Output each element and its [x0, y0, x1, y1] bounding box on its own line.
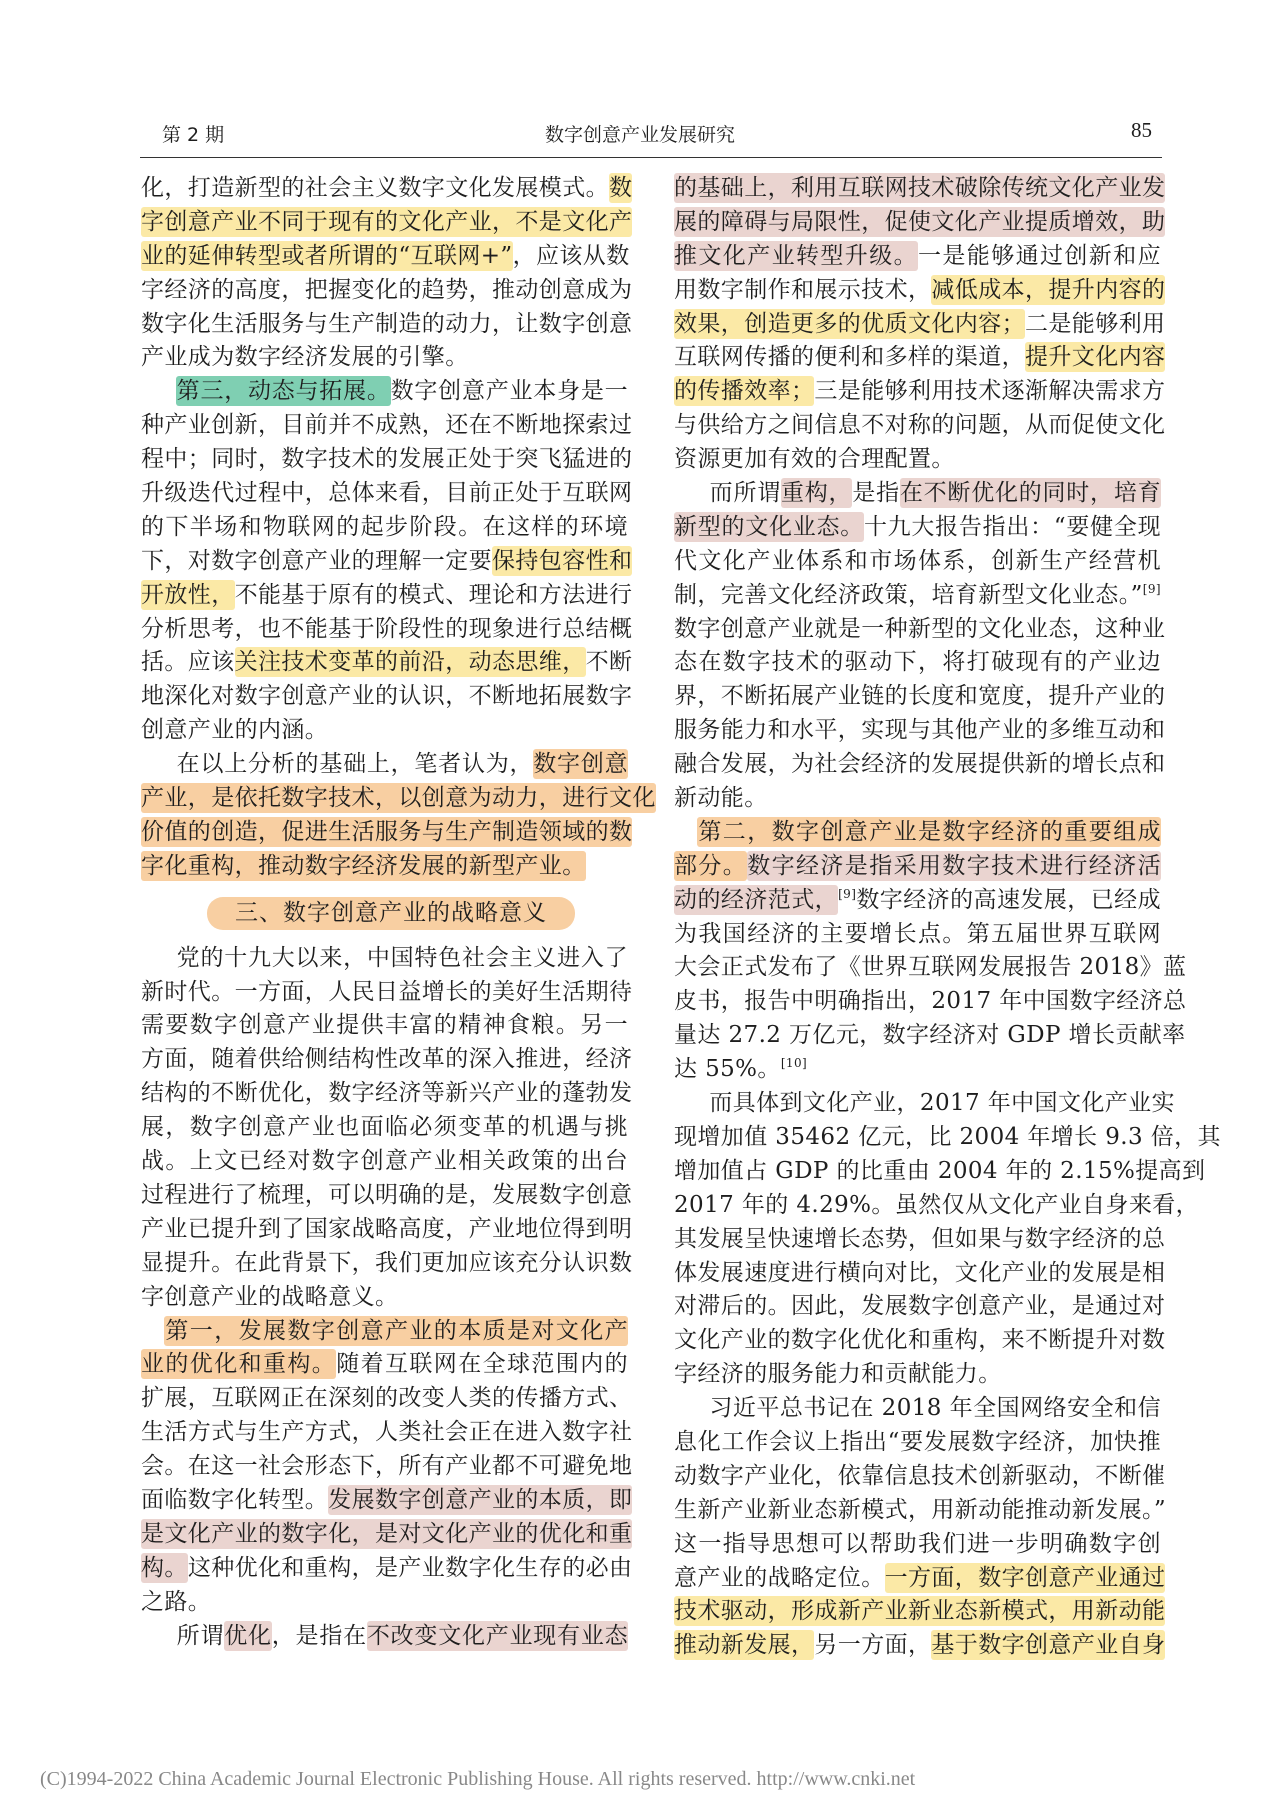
text-line: 括。应该关注技术变革的前沿，动态思维，不断 [141, 649, 633, 676]
text-line: 数字化生活服务与生产制造的动力，让数字创意 [141, 310, 633, 337]
text-line: 大会正式发布了《世界互联网发展报告 2018》蓝 [674, 954, 1187, 981]
text-line: 与供给方之间信息不对称的问题，从而促使文化 [674, 412, 1166, 439]
text-line: 化，打造新型的社会主义数字文化发展模式。数 [141, 175, 633, 201]
text-line: 字经济的服务能力和贡献能力。 [674, 1361, 1002, 1388]
text-line: 态在数字技术的驱动下，将打破现有的产业边 [674, 649, 1161, 676]
text-line: 而所谓重构，是指在不断优化的同时，培育 [709, 480, 1161, 507]
text-line: 技术驱动，形成新产业新业态新模式，用新动能 [674, 1598, 1166, 1625]
text-line: 过程进行了梳理，可以明确的是，发展数字创意 [141, 1181, 633, 1208]
highlight-teal: 第三，动态与拓展。 [176, 378, 391, 405]
text-line: 效果，创造更多的优质文化内容；二是能够利用 [674, 310, 1166, 337]
text-line: 扩展，互联网正在深刻的改变人类的传播方式、 [141, 1385, 633, 1412]
text-line: 动的经济范式，[9]数字经济的高速发展，已经成 [674, 886, 1161, 913]
text-line: 显提升。在此背景下，我们更加应该充分认识数 [141, 1249, 633, 1276]
text-line: 对滞后的。因此，发展数字创意产业，是通过对 [674, 1293, 1166, 1320]
text-line: 业的优化和重构。随着互联网在全球范围内的 [141, 1351, 628, 1378]
text-line: 产业已提升到了国家战略高度，产业地位得到明 [141, 1215, 633, 1242]
text-line: 展的障碍与局限性，促使文化产业提质增效，助 [674, 208, 1166, 235]
text-line: 部分。数字经济是指采用数字技术进行经济活 [674, 852, 1161, 879]
text-line: 息化工作会议上指出“要发展数字经济，加快推 [674, 1428, 1161, 1455]
text-line: 是文化产业的数字化，是对文化产业的优化和重 [141, 1520, 633, 1547]
text-line: 第二，数字创意产业是数字经济的重要组成 [697, 818, 1161, 845]
text-line: 推文化产业转型升级。一是能够通过创新和应 [674, 242, 1161, 269]
text-line: 字经济的高度，把握变化的趋势，推动创意成为 [141, 276, 633, 303]
text-line: 产业成为数字经济发展的引擎。 [141, 344, 469, 371]
citation-marker: [10] [780, 1056, 808, 1071]
text-line: 种产业创新，目前并不成熟，还在不断地探索过 [141, 412, 633, 439]
text-line: 会。在这一社会形态下，所有产业都不可避免地 [141, 1453, 633, 1480]
text-line: 现增加值 35462 亿元，比 2004 年增长 9.3 倍，其 [674, 1123, 1221, 1150]
text-line: 动数字产业化，依靠信息技术创新驱动，不断催 [674, 1462, 1166, 1489]
text-line: 代文化产业体系和市场体系，创新生产经营机 [674, 547, 1161, 574]
text-line: 的下半场和物联网的起步阶段。在这样的环境 [141, 513, 628, 540]
text-line: 面临数字化转型。发展数字创意产业的本质，即 [141, 1486, 633, 1513]
text-line: 为我国经济的主要增长点。第五届世界互联网 [674, 920, 1161, 947]
section-heading: 三、数字创意产业的战略意义 [207, 897, 575, 930]
text-line: 生活方式与生产方式，人类社会正在进入数字社 [141, 1419, 633, 1446]
citation-marker: [9] [1142, 581, 1161, 596]
text-line: 字创意产业的战略意义。 [141, 1283, 399, 1310]
text-line: 习近平总书记在 2018 年全国网络安全和信 [709, 1395, 1161, 1422]
text-line: 地深化对数字创意产业的认识，不断地拓展数字 [141, 683, 633, 710]
page-number: 85 [1131, 118, 1152, 142]
left-column [141, 172, 656, 1653]
issue-number: 第 2 期 [162, 124, 225, 146]
text-line: 在以上分析的基础上，笔者认为，数字创意 [176, 751, 628, 778]
text-line: 产业，是依托数字技术，以创意为动力，进行文化 [141, 785, 656, 812]
text-line: 皮书，报告中明确指出，2017 年中国数字经济总 [674, 988, 1187, 1015]
text-line: 构。这种优化和重构，是产业数字化生存的必由 [141, 1554, 633, 1581]
text-line: 文化产业的数字化优化和重构，来不断提升对数 [674, 1327, 1166, 1354]
text-line: 升级迭代过程中，总体来看，目前正处于互联网 [141, 480, 633, 507]
text-line: 开放性，不能基于原有的模式、理论和方法进行 [141, 581, 633, 608]
text-line: 增加值占 GDP 的比重由 2004 年的 2.15%提高到 [674, 1157, 1206, 1184]
text-line: 体发展速度进行横向对比，文化产业的发展是相 [674, 1259, 1166, 1286]
text-line: 字创意产业不同于现有的文化产业，不是文化产 [141, 208, 633, 235]
text-line: 第一，发展数字创意产业的本质是对文化产 [164, 1317, 628, 1344]
text-line: 展，数字创意产业也面临必须变革的机遇与挑 [141, 1114, 628, 1141]
text-line: 资源更加有效的合理配置。 [674, 446, 955, 473]
text-line: 的基础上，利用互联网技术破除传统文化产业发 [674, 175, 1166, 201]
right-column [674, 172, 1221, 1663]
text-line: 新时代。一方面，人民日益增长的美好生活期待 [141, 978, 633, 1005]
text-line: 字化重构，推动数字经济发展的新型产业。 [141, 852, 586, 879]
text-line: 这一指导思想可以帮助我们进一步明确数字创 [674, 1530, 1161, 1557]
text-line: 推动新发展，另一方面，基于数字创意产业自身 [674, 1632, 1166, 1659]
text-line: 需要数字创意产业提供丰富的精神食粮。另一 [141, 1012, 628, 1039]
text-line: 价值的创造，促进生活服务与生产制造领域的数 [141, 818, 633, 845]
text-line: 新动能。 [674, 785, 768, 812]
section-heading-row [141, 884, 628, 942]
copyright-footer: (C)1994-2022 China Academic Journal Electronic Publishing House. All rights reserved. http://www.cnki.net [40, 1768, 916, 1790]
text-line: 之路。 [141, 1588, 212, 1615]
running-title: 数字创意产业发展研究 [544, 124, 735, 146]
text-line: 第三，动态与拓展。数字创意产业本身是一 [176, 378, 628, 405]
text-line: 意产业的战略定位。一方面，数字创意产业通过 [674, 1564, 1166, 1591]
text-line: 新型的文化业态。十九大报告指出：“要健全现 [674, 513, 1161, 540]
text-line: 分析思考，也不能基于阶段性的现象进行总结概 [141, 615, 633, 642]
text-line: 互联网传播的便利和多样的渠道，提升文化内容 [674, 344, 1166, 371]
citation-marker: [9] [838, 886, 857, 901]
header-rule [140, 157, 1162, 158]
text-line: 所谓优化，是指在不改变文化产业现有业态 [176, 1622, 628, 1649]
text-line: 党的十九大以来，中国特色社会主义进入了 [176, 944, 628, 971]
text-line: 服务能力和水平，实现与其他产业的多维互动和 [674, 717, 1166, 744]
text-line: 数字创意产业就是一种新型的文化业态，这种业 [674, 615, 1166, 642]
text-line: 制，完善文化经济政策，培育新型文化业态。”[9] [674, 581, 1161, 608]
text-line: 的传播效率；三是能够利用技术逐渐解决需求方 [674, 378, 1166, 405]
text-line: 用数字制作和展示技术，减低成本，提升内容的 [674, 276, 1166, 303]
text-line: 程中；同时，数字技术的发展正处于突飞猛进的 [141, 446, 633, 473]
text-line: 而具体到文化产业，2017 年中国文化产业实 [709, 1090, 1175, 1117]
text-line: 结构的不断优化，数字经济等新兴产业的蓬勃发 [141, 1080, 633, 1107]
text-line: 生新产业新业态新模式，用新动能推动新发展。” [674, 1496, 1167, 1523]
text-line: 业的延伸转型或者所谓的“互联网+”，应该从数 [141, 242, 630, 269]
text-line: 战。上文已经对数字创意产业相关政策的出台 [141, 1148, 628, 1175]
text-line: 创意产业的内涵。 [141, 717, 329, 744]
text-line: 达 55%。[10] [674, 1056, 808, 1083]
text-line: 融合发展，为社会经济的发展提供新的增长点和 [674, 751, 1166, 778]
text-line: 界，不断拓展产业链的长度和宽度，提升产业的 [674, 683, 1166, 710]
text-line: 方面，随着供给侧结构性改革的深入推进，经济 [141, 1046, 633, 1073]
text-line: 其发展呈快速增长态势，但如果与数字经济的总 [674, 1225, 1166, 1252]
text-line: 2017 年的 4.29%。虽然仅从文化产业自身来看， [674, 1191, 1200, 1218]
text-line: 量达 27.2 万亿元，数字经济对 GDP 增长贡献率 [674, 1022, 1186, 1049]
text-line: 下，对数字创意产业的理解一定要保持包容性和 [141, 547, 633, 574]
